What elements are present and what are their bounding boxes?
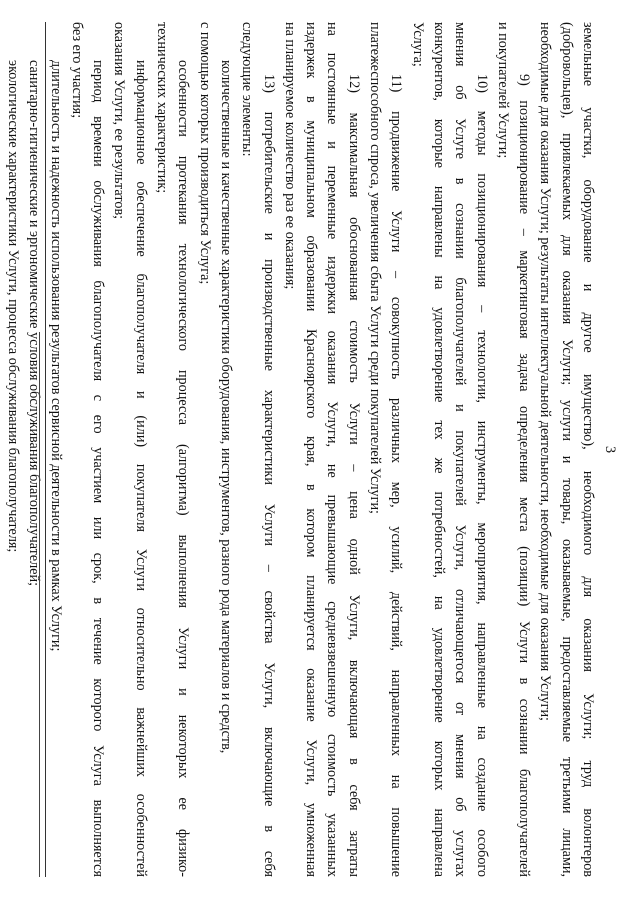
text-line: мнения об Услуге в сознании благополучателей и покупателей Услуги, отличающегося от мнения об услугах bbox=[452, 22, 469, 877]
text-line: следующие элементы: bbox=[239, 22, 256, 157]
text-line: конкурентов, которые направлены на удовлетворение тех же потребностей, на удовлетворение которых направлена bbox=[430, 22, 447, 877]
text-line: без его участия; bbox=[68, 22, 85, 119]
text-line: Услуга; bbox=[409, 22, 426, 67]
text-line: особенности протекания технологического процесса (алгоритма) выполнения Услуги и некоторых ее физико- bbox=[175, 60, 192, 877]
rotated-page bbox=[4, 22, 620, 877]
text-line: период времени обслуживания благополучателя с его участием или срок, в течение которого Услуга выполняется bbox=[90, 60, 107, 877]
text-line: 9) позиционирование – маркетинговая задача определения места (позиции) Услуги в сознании благополучателей bbox=[516, 74, 533, 877]
document-body bbox=[0, 22, 598, 877]
text-line: санитарно-гигиенические и эргономические условия обслуживания благополучателей; bbox=[26, 60, 43, 587]
text-line: экологические характеристики Услуги, процесса обслуживания благополучателя; bbox=[4, 60, 21, 553]
text-line: земельные участки, оборудование и другое имущество), необходимого для оказания Услуги; труд волонтеров bbox=[580, 22, 596, 877]
text-line: 12) максимальная обоснованная стоимость Услуги – цена одной Услуги, включающая в себя затраты bbox=[345, 74, 362, 877]
text-line: издержек в муниципальном образовании Красноярского края, в котором планируется оказание Услуги, умноженная bbox=[303, 22, 320, 877]
text-line: количественные и качественные характеристики оборудования, инструментов, разного рода материалов и средств, bbox=[217, 60, 234, 754]
text-line: оказания Услуги, ее результатов; bbox=[111, 22, 128, 220]
text-line: с помощью которых производиться Услуга; bbox=[196, 22, 213, 285]
text-line: длительность и надежность использования результатов сервисной деятельности в рамках Услуги; bbox=[47, 60, 64, 652]
text-line: на постоянные и переменные издержки оказания Услуги, не превышающие средневзвешенную стоимость указанных bbox=[324, 22, 341, 877]
text-line: и покупателей Услуги; bbox=[494, 22, 511, 159]
text-line: 10) методы позиционирования – технологии, инструменты, мероприятия, направленные на создание особого bbox=[473, 74, 490, 877]
bottom-rule-secondary bbox=[39, 332, 40, 877]
page-number: 3 bbox=[602, 445, 618, 454]
bottom-rule bbox=[45, 22, 46, 877]
text-line bbox=[0, 22, 2, 877]
text-line: на планируемое количество раз ее оказания; bbox=[281, 22, 298, 290]
text-line: платежеспособного спроса, увеличения сбыта Услуги среди покупателей Услуги; bbox=[367, 22, 384, 515]
text-line: (добровольцев), привлекаемых для оказания Услуги; услуги и товары, оказываемые, предоставляемые третьими лицами, bbox=[558, 22, 575, 877]
text-line: 13) потребительские и производственные характеристики Услуги – свойства Услуги, включающие в себя bbox=[260, 74, 277, 877]
text-line: технических характеристик; bbox=[154, 22, 171, 194]
text-line: информационное обеспечение благополучателя и (или) покупателя Услуги относительно важнейших особенностей bbox=[132, 60, 149, 877]
text-line: необходимые для оказания Услуги; результаты интеллектуальной деятельности, необходимые для оказания Услуги; bbox=[537, 22, 554, 722]
text-line: 11) продвижение Услуги – совокупность различных мер, усилий, действий, направленных на повышение bbox=[388, 74, 405, 877]
